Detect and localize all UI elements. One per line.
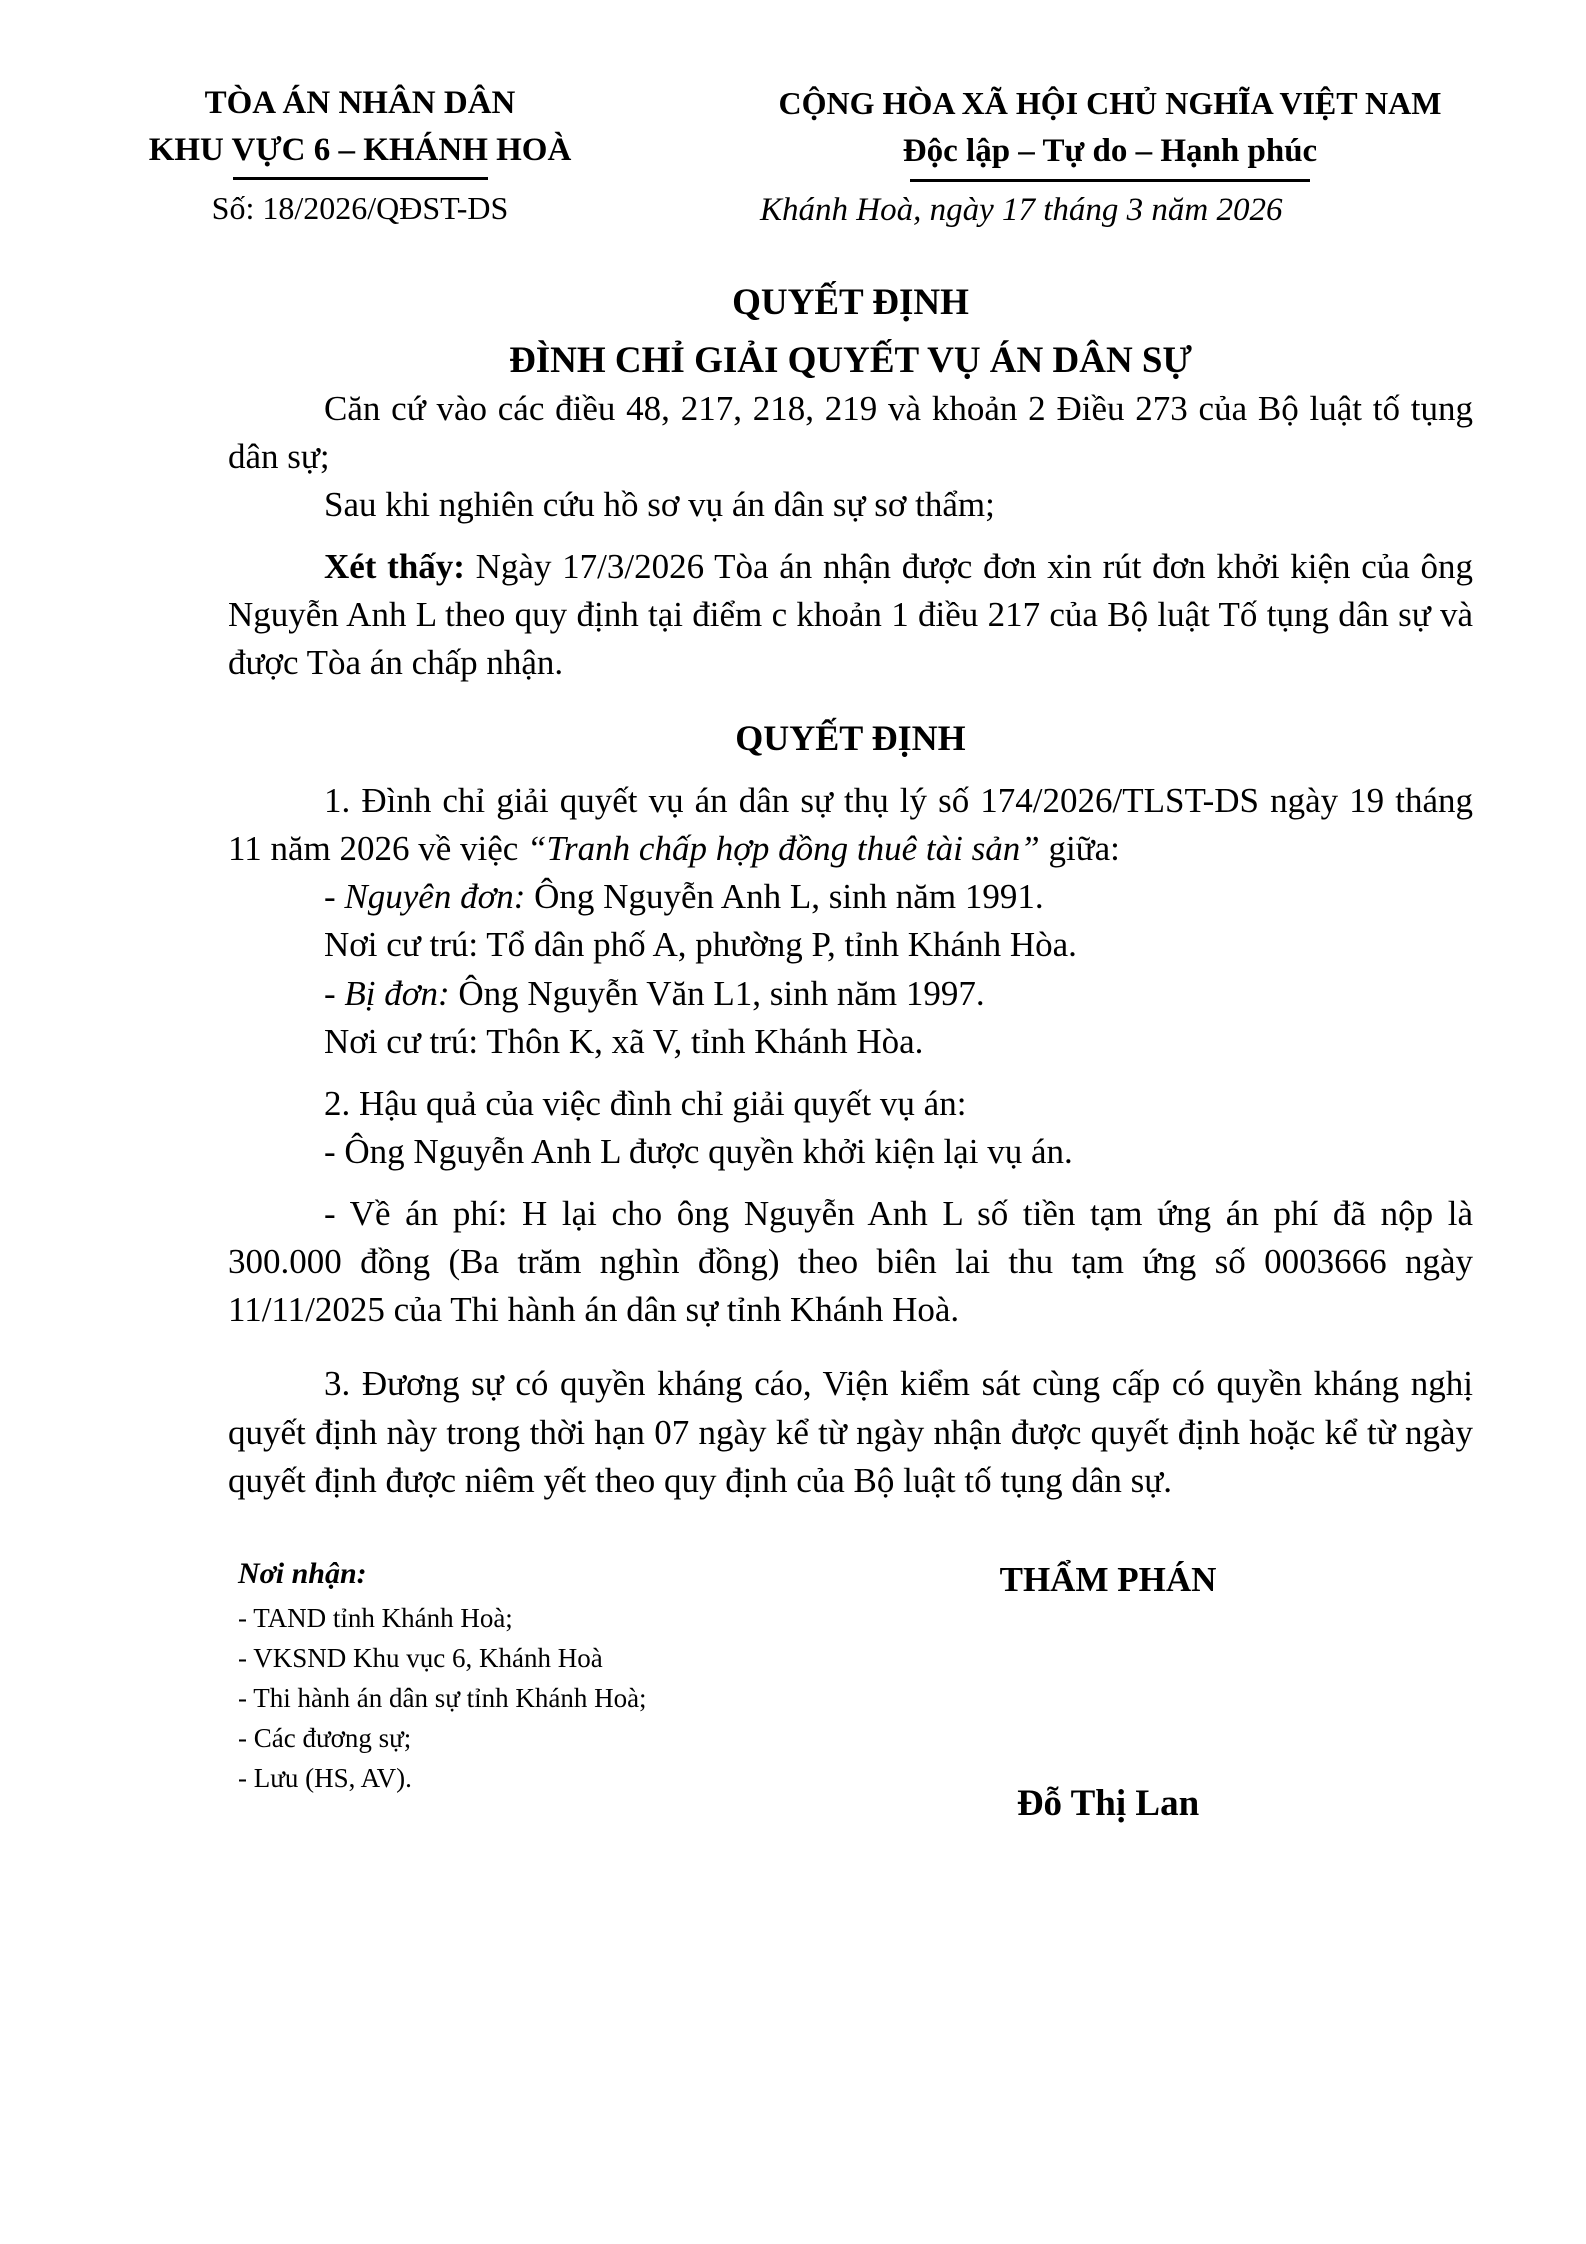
court-name-line1: TÒA ÁN NHÂN DÂN xyxy=(204,85,516,121)
decision-item-1 xyxy=(228,777,1473,873)
judge-title: THẨM PHÁN xyxy=(999,1559,1217,1599)
defendant-address-line: Nơi cư trú: Thôn K, xã V, tỉnh Khánh Hòa. xyxy=(324,1021,924,1061)
recipient-item: - Thi hành án dân sự tỉnh Khánh Hoà; xyxy=(238,1682,647,1713)
decision-item-2a: - Ông Nguyễn Anh L được quyền khởi kiện lại vụ án. xyxy=(324,1131,1073,1171)
national-motto-line2: Độc lập – Tự do – Hạnh phúc xyxy=(902,133,1318,170)
plaintiff-line xyxy=(228,873,1473,921)
place-and-date: Khánh Hoà, ngày 17 tháng 3 năm 2026 xyxy=(760,191,1283,228)
national-motto-block xyxy=(760,80,1460,229)
case-name: “Tranh chấp hợp đồng thuê tài sản” xyxy=(527,829,1040,869)
recipient-item: - VKSND Khu vục 6, Khánh Hoà xyxy=(238,1642,603,1673)
issuing-court-block xyxy=(100,80,620,227)
plaintiff-name: Ông Nguyễn Anh L, sinh năm 1991. xyxy=(525,877,1044,917)
recipient-item: - TAND tỉnh Khánh Hoà; xyxy=(238,1602,513,1633)
defendant-name: Ông Nguyễn Văn L1, sinh năm 1997. xyxy=(449,973,985,1013)
document-title xyxy=(228,279,1473,385)
recipient-item: - Các đương sự; xyxy=(238,1722,412,1753)
judge-name: Đỗ Thị Lan xyxy=(1016,1783,1200,1825)
signature-block xyxy=(868,1557,1348,1829)
defendant-line xyxy=(228,970,1473,1018)
finding-label: Xét thấy: xyxy=(324,547,465,587)
national-motto-line1: CỘNG HÒA XÃ HỘI CHỦ NGHĨA VIỆT NAM xyxy=(778,85,1442,121)
recipients-label: Nơi nhận: xyxy=(238,1556,367,1590)
defendant-label: - Bị đơn: xyxy=(324,973,450,1013)
decision-heading: QUYẾT ĐỊNH xyxy=(735,717,966,758)
finding-paragraph xyxy=(228,543,1473,687)
finding-text: Ngày 17/3/2026 Tòa án nhận được đơn xin rút đơn khởi kiện của ông Nguyễn Anh L theo quy định tại điểm c khoản 1 điều 217 của Bộ luật Tố tụng dân sự và được Tòa án chấp nhận. xyxy=(228,547,1473,683)
decision-item-2b: - Về án phí: H lại cho ông Nguyễn Anh L số tiền tạm ứng án phí đã nộp là 300.000 đồng (Ba trăm nghìn đồng) theo biên lai thu tạm ứng số 0003666 ngày 11/11/2025 của Thi hành án dân sự tỉnh Khánh Hoà. xyxy=(228,1194,1473,1330)
document-title-line1: QUYẾT ĐỊNH xyxy=(732,281,969,323)
decision-item-2: 2. Hậu quả của việc đình chỉ giải quyết vụ án: xyxy=(324,1083,967,1123)
case-review-paragraph: Sau khi nghiên cứu hồ sơ vụ án dân sự sơ thẩm; xyxy=(324,485,995,525)
motto-underline xyxy=(910,179,1310,182)
recipient-item: - Lưu (HS, AV). xyxy=(238,1762,412,1793)
court-name-underline xyxy=(233,177,488,180)
court-name-line2: KHU VỰC 6 – KHÁNH HOÀ xyxy=(148,131,572,168)
document-header xyxy=(0,0,1586,229)
document-body xyxy=(228,279,1473,1829)
plaintiff-label: - Nguyên đơn: xyxy=(324,877,526,917)
document-number: Số: 18/2026/QĐST-DS xyxy=(211,189,509,226)
document-title-line2: ĐÌNH CHỈ GIẢI QUYẾT VỤ ÁN DÂN SỰ xyxy=(509,339,1192,381)
recipients-block xyxy=(238,1557,818,1829)
decision-item-1-post: giữa: xyxy=(1039,829,1120,869)
legal-basis-paragraph: Căn cứ vào các điều 48, 217, 218, 219 và khoản 2 Điều 273 của Bộ luật tố tụng dân sự; xyxy=(228,388,1473,476)
document-footer xyxy=(228,1557,1473,1829)
decision-item-1-pre: 1. Đình chỉ giải quyết vụ án dân sự thụ lý số 174/2026/TLST-DS ngày 19 tháng 11 năm 2026 về việc xyxy=(228,781,1473,869)
decision-item-3: 3. Đương sự có quyền kháng cáo, Viện kiểm sát cùng cấp có quyền kháng nghị quyết định này trong thời hạn 07 ngày kể từ ngày nhận được quyết định hoặc kể từ ngày quyết định được niêm yết theo quy định của Bộ luật tố tụng dân sự. xyxy=(228,1364,1473,1500)
plaintiff-address-line: Nơi cư trú: Tổ dân phố A, phường P, tỉnh Khánh Hòa. xyxy=(324,925,1077,965)
